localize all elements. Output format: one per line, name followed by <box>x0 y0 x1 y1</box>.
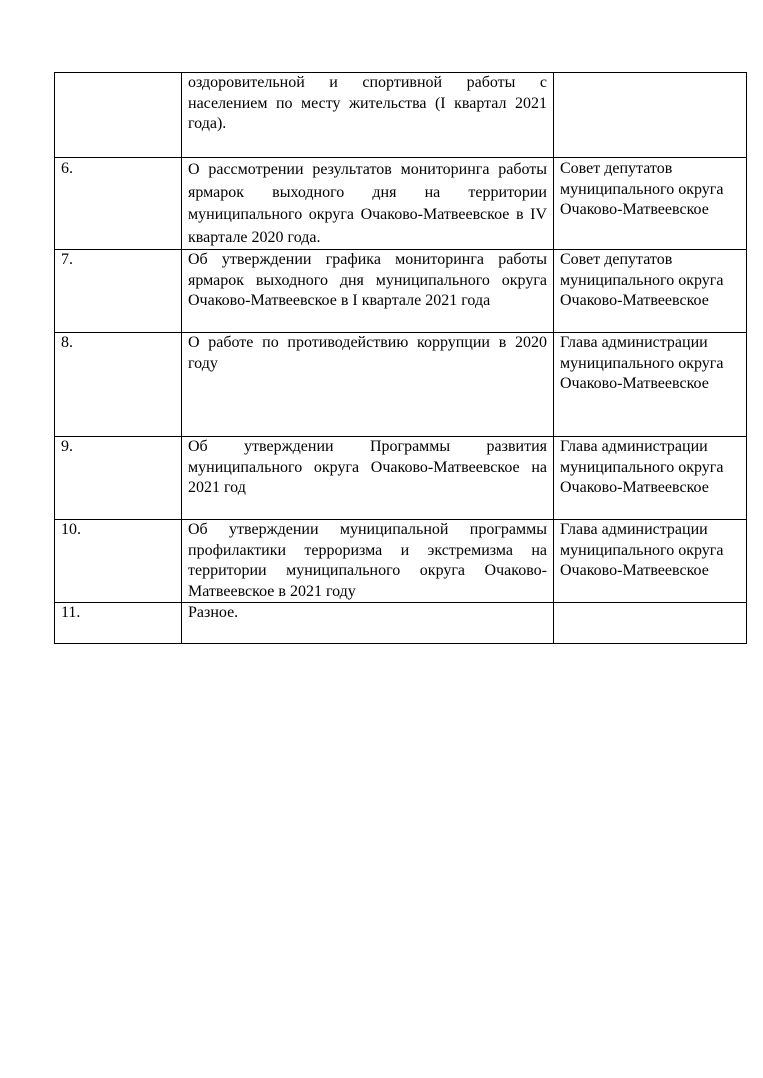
item-responsible: Совет депутатов муниципального округа Очаково-Матвеевское <box>554 250 747 333</box>
table-row <box>55 73 747 158</box>
item-responsible <box>554 603 747 644</box>
item-number: 11. <box>55 603 182 644</box>
table-row <box>55 333 747 437</box>
item-number: 9. <box>55 437 182 520</box>
item-topic: О работе по противодействию коррупции в 2020 году <box>182 333 554 437</box>
agenda-table <box>54 72 747 644</box>
item-number: 10. <box>55 520 182 603</box>
table-row <box>55 250 747 333</box>
item-topic: О рассмотрении результатов мониторинга работы ярмарок выходного дня на территории муниципального округа Очаково-Матвеевское в IV квартале 2020 года. <box>182 158 554 250</box>
item-topic: Разное. <box>182 603 554 644</box>
item-number: 8. <box>55 333 182 437</box>
item-number: 7. <box>55 250 182 333</box>
item-topic: Об утверждении графика мониторинга работы ярмарок выходного дня муниципального округа Очаково-Матвеевское в I квартале 2021 года <box>182 250 554 333</box>
item-responsible: Совет депутатов муниципального округа Очаково-Матвеевское <box>554 158 747 250</box>
table-row <box>55 158 747 250</box>
item-responsible: Глава администрации муниципального округа Очаково-Матвеевское <box>554 333 747 437</box>
item-topic: оздоровительной и спортивной работы с населением по месту жительства (I квартал 2021 года). <box>182 73 554 158</box>
item-topic: Об утверждении муниципальной программы профилактики терроризма и экстремизма на территории муниципального округа Очаково-Матвеевское в 2021 году <box>182 520 554 603</box>
item-responsible: Глава администрации муниципального округа Очаково-Матвеевское <box>554 437 747 520</box>
item-number <box>55 73 182 158</box>
table-row <box>55 603 747 644</box>
table-row <box>55 437 747 520</box>
table-row <box>55 520 747 603</box>
item-topic: Об утверждении Программы развития муниципального округа Очаково-Матвеевское на 2021 год <box>182 437 554 520</box>
item-number: 6. <box>55 158 182 250</box>
item-responsible <box>554 73 747 158</box>
item-responsible: Глава администрации муниципального округа Очаково-Матвеевское <box>554 520 747 603</box>
